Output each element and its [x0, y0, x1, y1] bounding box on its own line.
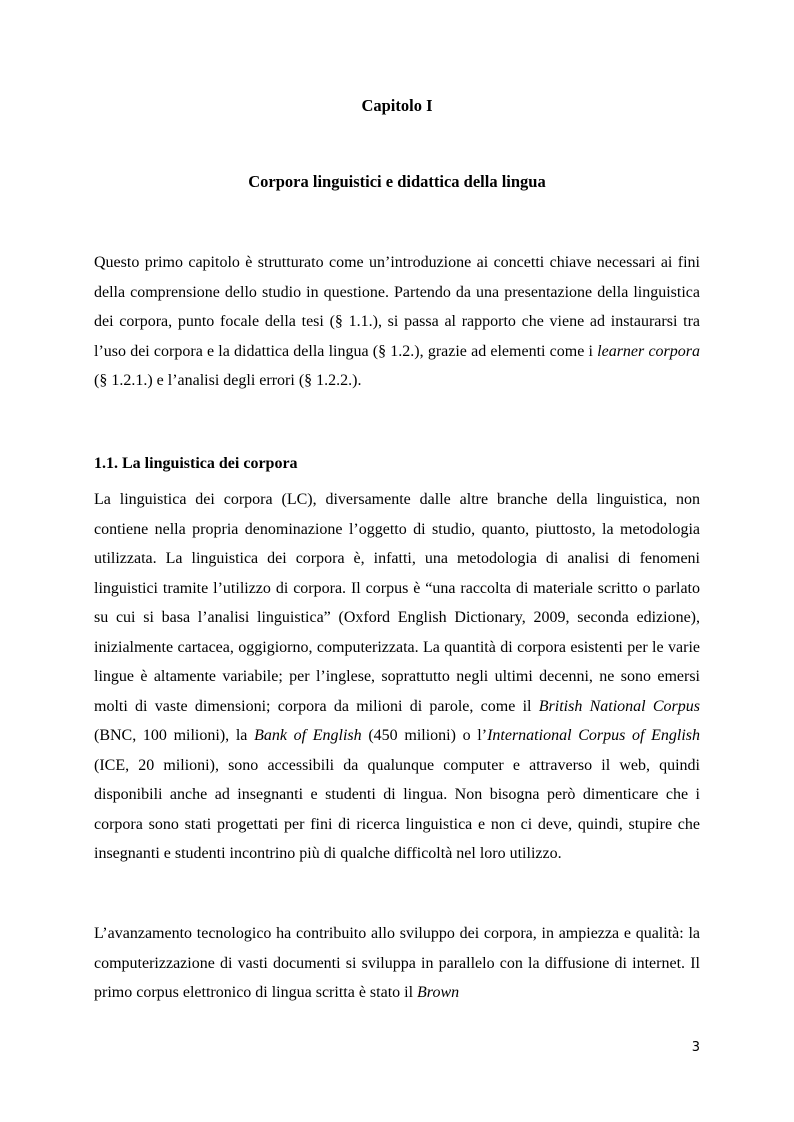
- chapter-subtitle: Corpora linguistici e didattica della lingua: [248, 172, 546, 191]
- section-heading: 1.1. La linguistica dei corpora: [94, 455, 298, 472]
- para1-text-3: (450 milioni) o l’: [361, 727, 488, 744]
- body-paragraph-2: [94, 919, 700, 1008]
- para1-text-2: (BNC, 100 milioni), la: [94, 727, 255, 744]
- para1-italic-bnc: British National Corpus: [538, 697, 700, 715]
- intro-text-1: Questo primo capitolo è strutturato come un’introduzione ai concetti chiave necessari ai fini della comprensione dello studio in questione. Partendo da una presentazione della linguistica dei corpora, punto focale della tesi (§ 1.1.), si passa al rapporto che viene ad instaurarsi tra l’uso dei corpora e la didattica della lingua (§ 1.2.), grazie ad elementi come i: [94, 254, 700, 360]
- para2-italic-brown: Brown: [417, 984, 460, 1001]
- body-paragraph-1: [94, 485, 700, 869]
- para1-text-4: (ICE, 20 milioni), sono accessibili da qualunque computer e attraverso il web, quindi disponibili anche ad insegnanti e studenti di lingua. Non bisogna però dimenticare che i corpora sono stati progettati per fini di ricerca linguistica e non ci deve, quindi, stupire che insegnanti e studenti incontrino più di qualche difficoltà nel loro utilizzo.: [94, 756, 700, 862]
- intro-paragraph: [94, 248, 700, 396]
- para1-italic-boe: Bank of English: [254, 727, 362, 744]
- para2-text-1: L’avanzamento tecnologico ha contribuito allo sviluppo dei corpora, in ampiezza e qualità: la computerizzazione di vasti documenti si sviluppa in parallelo con la diffusione di internet. Il primo corpus elettronico di lingua scritta è stato il: [94, 925, 700, 1001]
- para1-text-1: La linguistica dei corpora (LC), diversamente dalle altre branche della linguistica, non contiene nella propria denominazione l’oggetto di studio, quanto, piuttosto, la metodologia utilizzata. La linguistica dei corpora è, infatti, una metodologia di analisi di fenomeni linguistici tramite l’utilizzo di corpora. Il corpus è “una raccolta di materiale scritto o parlato su cui si basa l’analisi linguistica” (Oxford English Dictionary, 2009, seconda edizione), inizialmente cartacea, oggigiorno, computerizzata. La quantità di corpora esistenti per le varie lingue è altamente variabile; per l’inglese, soprattutto negli ultimi decenni, ne sono emersi molti di vaste dimensioni; corpora da milioni di parole, come il: [94, 491, 700, 715]
- para1-italic-ice: International Corpus of English: [487, 727, 701, 744]
- page-number: 3: [691, 1040, 700, 1055]
- intro-text-2: (§ 1.2.1.) e l’analisi degli errori (§ 1.2.2.).: [94, 372, 362, 389]
- chapter-title: Capitolo I: [361, 96, 433, 115]
- intro-italic-learner-corpora: learner corpora: [597, 342, 701, 360]
